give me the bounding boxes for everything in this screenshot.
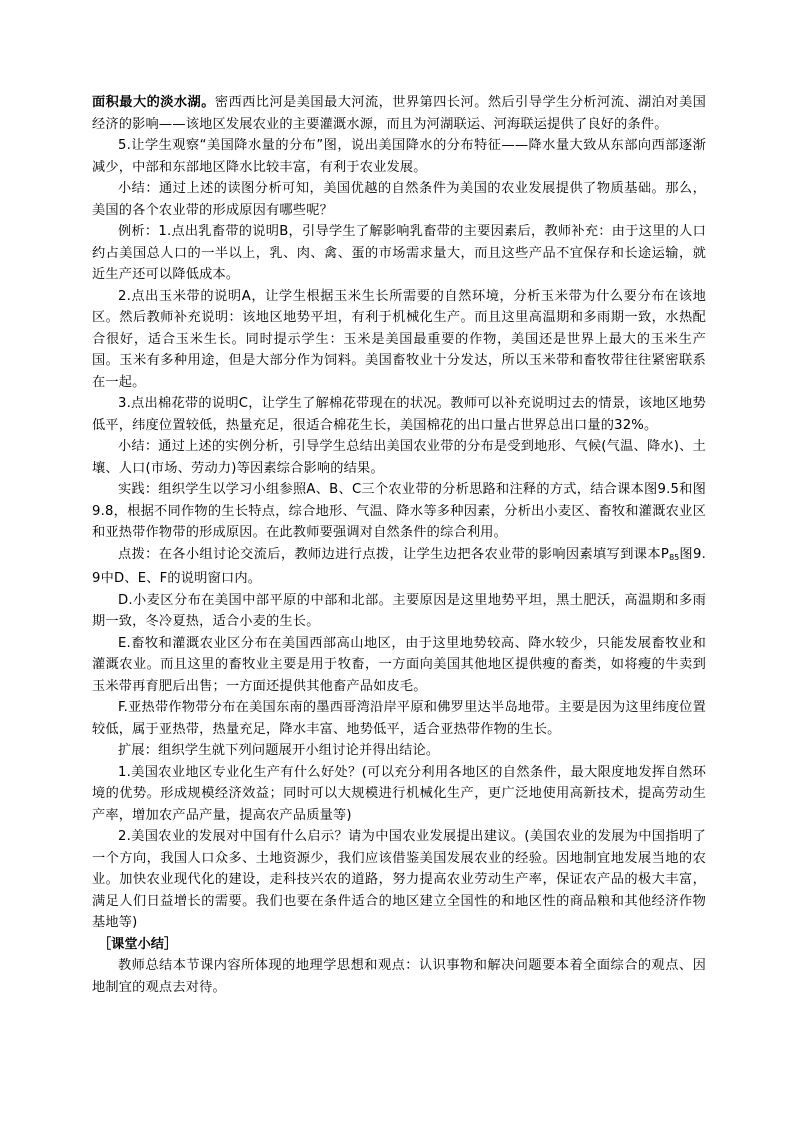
paragraph-9-text-b: 图9.9中D、E、F的说明窗口内。 — [92, 546, 706, 586]
paragraph-10: D.小麦区分布在美国中部平原的中部和北部。主要原因是这里地势平坦，黑土肥沃，高温期和多雨期一致，冬冷夏热，适合小麦的生长。 — [92, 592, 706, 629]
paragraph-11: E.畜牧和灌溉农业区分布在美国西部高山地区，由于这里地势较高、降水较少，只能发展畜牧业和灌溉农业。而且这里的畜牧业主要是用于牧畜，一方面向美国其他地区提供瘦的畜类，如将瘦的牛卖到玉米带再育肥后出售；一方面还提供其他畜产品如皮毛。 — [92, 635, 706, 694]
paragraph-2: 5.让学生观察“美国降水量的分布”图，说出美国降水的分布特征——降水量大致从东部向西部逐渐减少，中部和东部地区降水比较丰富，有利于农业发展。 — [92, 138, 706, 175]
paragraph-1 — [92, 92, 706, 135]
paragraph-15: 2.美国农业的发展对中国有什么启示？请为中国农业发展提出建议。(美国农业的发展为中国指明了一个方向，我国人口众多、土地资源少，我们应该借鉴美国发展农业的经验。因地制宜地发展当地的农业。加快农业现代化的建设，走科技兴农的道路，努力提高农业劳动生产率，保证农产品的极大丰富，满足人们日益增长的需要。我们也要在条件适合的地区建立全国性的和地区性的商品粮和其他经济作物基地等) — [92, 829, 706, 930]
paragraph-8: 实践：组织学生以学习小组参照A、B、C三个农业带的分析思路和注释的方式，结合课本图9.5和图9.8，根据不同作物的生长特点，综合地形、气温、降水等多种因素，分析出小麦区、畜牧和灌溉农业区和亚热带作物带的形成原因。在此教师要强调对自然条件的综合利用。 — [92, 482, 706, 540]
paragraph-6: 3.点出棉花带的说明C，让学生了解棉花带现在的状况。教师可以补充说明过去的情景，该地区地势低平，纬度位置较低，热量充足，很适合棉花生长，美国棉花的出口量占世界总出口量的32%。 — [92, 396, 706, 433]
paragraph-5: 2.点出玉米带的说明A，让学生根据玉米生长所需要的自然环境，分析玉米带为什么要分布在该地区。然后教师补充说明：该地区地势平坦，有利于机械化生产。而且这里高温期和多雨期一致，水热配合很好，适合玉米生长。同时提示学生：玉米是美国最重要的作物，美国还是世界上最大的玉米生产国。玉米有多种用途，但是大部分作为饲料。美国畜牧业十分发达，所以玉米带和畜牧带往往紧密联系在一起。 — [92, 288, 706, 390]
document-page — [92, 92, 706, 998]
paragraph-9-text-a: 点拨：在各小组讨论交流后，教师边进行点拨，让学生边把各农业带的影响因素填写到课本P — [118, 546, 670, 562]
paragraph-16: 教师总结本节课内容所体现的地理学思想和观点：认识事物和解决问题要本着全面综合的观点、因地制宜的观点去对待。 — [92, 958, 706, 995]
paragraph-12: F.亚热带作物带分布在美国东南的墨西哥湾沿岸平原和佛罗里达半岛地带。主要是因为这里纬度位置较低，属于亚热带，热量充足，降水丰富、地势低平，适合亚热带作物的生长。 — [92, 700, 706, 737]
bold-lead: 面积最大的淡水湖。 — [92, 95, 215, 110]
paragraph-4: 例析：1.点出乳畜带的说明B，引导学生了解影响乳畜带的主要因素后，教师补充：由于这里的人口约占美国总人口的一半以上，乳、肉、禽、蛋的市场需求量大，而且这些产品不宜保存和长途运输，就近生产还可以降低成本。 — [92, 224, 706, 282]
paragraph-1-text: 密西西比河是美国最大河流，世界第四长河。然后引导学生分析河流、湖泊对美国经济的影响——该地区发展农业的主要灌溉水源，而且为河湖联运、河海联运提供了良好的条件。 — [92, 95, 706, 132]
paragraph-3: 小结：通过上述的读图分析可知，美国优越的自然条件为美国的农业发展提供了物质基础。那么，美国的各个农业带的形成原因有哪些呢？ — [92, 181, 706, 218]
paragraph-14: 1.美国农业地区专业化生产有什么好处？(可以充分利用各地区的自然条件，最大限度地发挥自然环境的优势。形成规模经济效益；同时可以大规模进行机械化生产，更广泛地使用高新技术，提高劳动生产率，增加农产品产量，提高农产品质量等) — [92, 764, 706, 823]
paragraph-7: 小结：通过上述的实例分析，引导学生总结出美国农业带的分布是受到地形、气候(气温、降水)、土壤、人口(市场、劳动力)等因素综合影响的结果。 — [92, 439, 706, 476]
page-number-subscript: 85 — [669, 552, 680, 562]
section-heading: ［课堂小结］ — [98, 936, 178, 952]
paragraph-13: 扩展：组织学生就下列问题展开小组讨论并得出结论。 — [118, 743, 440, 758]
paragraph-9 — [92, 544, 706, 590]
